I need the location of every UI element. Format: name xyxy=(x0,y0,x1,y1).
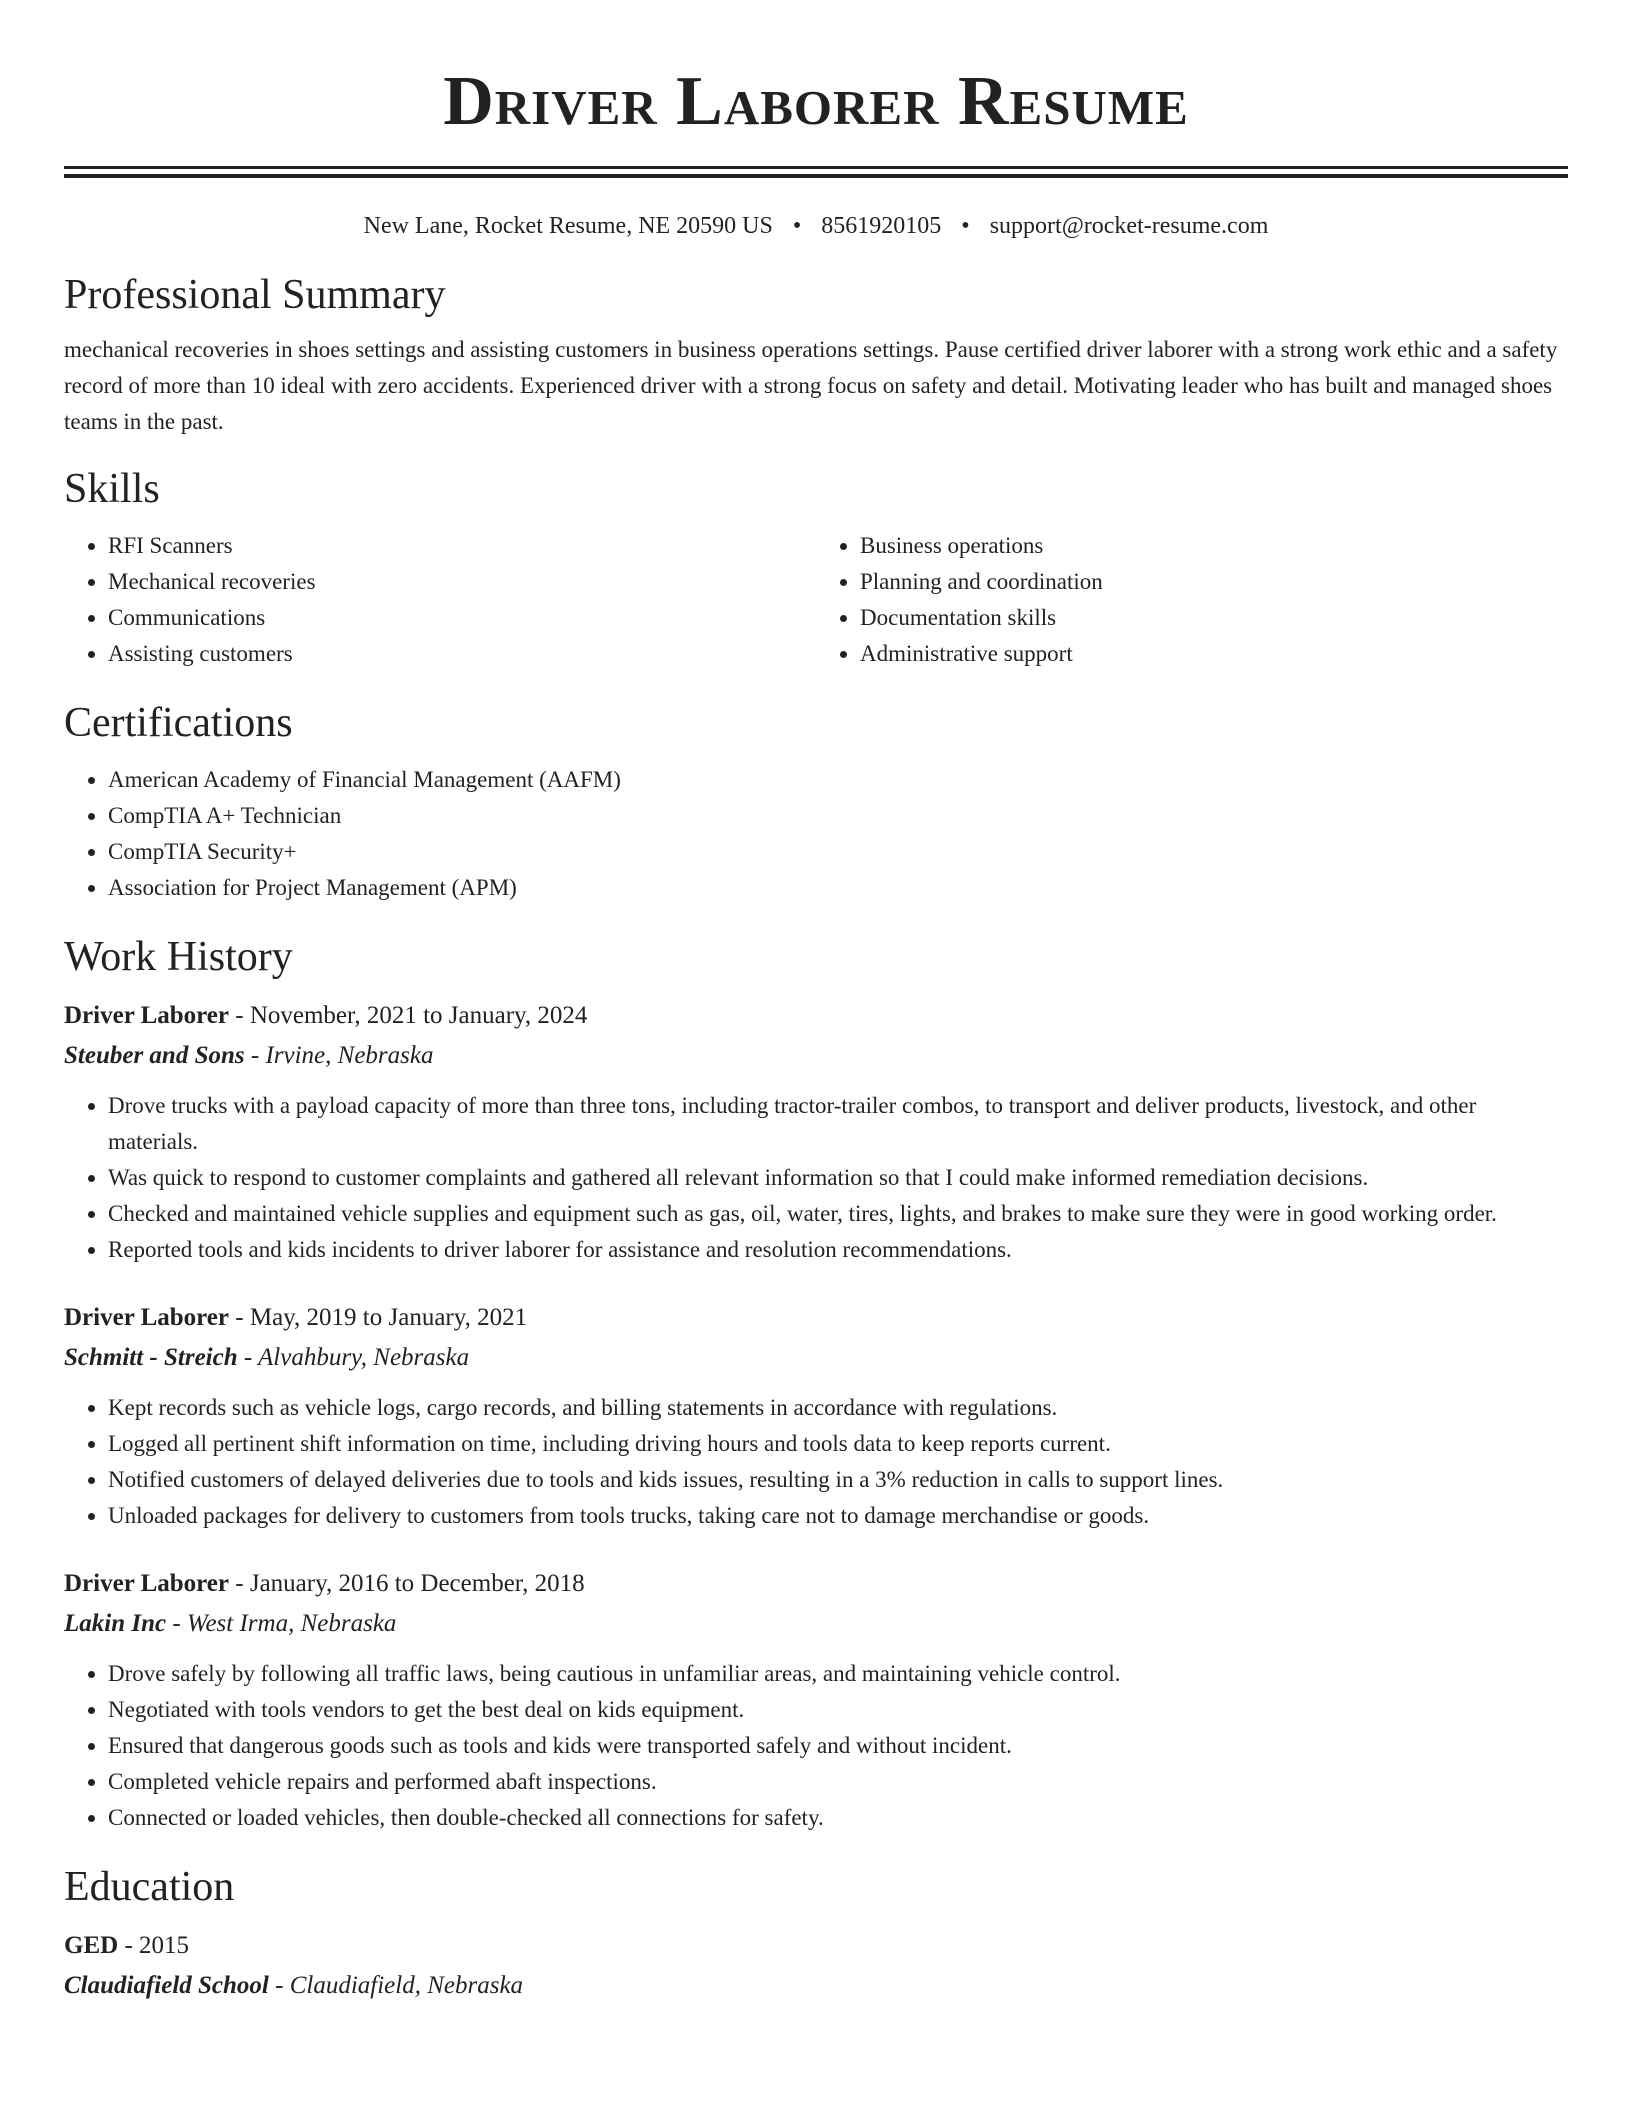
job-bullet: • Reported tools and kids incidents to driver laborer for assistance and resolution recommendations. xyxy=(108,1232,1568,1268)
job-bullet: • Notified customers of delayed deliveries due to tools and kids issues, resulting in a 3% reduction in calls to support lines. xyxy=(108,1462,1568,1498)
skills-heading: Skills xyxy=(64,466,160,512)
education-school: Claudiafield School xyxy=(64,1972,269,1999)
job-company: Steuber and Sons xyxy=(64,1042,245,1069)
skill-item: • Planning and coordination xyxy=(860,564,1568,600)
job-title: Driver Laborer xyxy=(64,1002,230,1029)
job-bullet: • Ensured that dangerous goods such as tools and kids were transported safely and without incident. xyxy=(108,1728,1568,1764)
job-bullet: • Connected or loaded vehicles, then double-checked all connections for safety. xyxy=(108,1800,1568,1836)
education-school-line xyxy=(64,1966,1568,2006)
certifications-section xyxy=(64,698,1568,906)
certifications-heading: Certifications xyxy=(64,700,293,746)
job-bullet: • Unloaded packages for delivery to customers from tools trucks, taking care not to damage merchandise or goods. xyxy=(108,1498,1568,1534)
summary-heading: Professional Summary xyxy=(64,272,446,318)
job-employer xyxy=(64,1338,1568,1378)
job-bullets xyxy=(64,1088,1568,1268)
job-location: - Irvine, Nebraska xyxy=(244,1042,434,1069)
education-section xyxy=(64,1862,1568,2006)
work-history-section xyxy=(64,932,1568,1836)
job-location: - West Irma, Nebraska xyxy=(166,1610,397,1637)
contact-phone: 8561920105 xyxy=(821,213,942,239)
job-dates: - November, 2021 to January, 2024 xyxy=(229,1002,588,1029)
contact-address: New Lane, Rocket Resume, NE 20590 US xyxy=(363,213,773,239)
job-bullet: • Completed vehicle repairs and performed abaft inspections. xyxy=(108,1764,1568,1800)
work-history-heading: Work History xyxy=(64,934,293,980)
skill-item: • Communications xyxy=(108,600,816,636)
skills-left-list xyxy=(64,528,816,672)
education-header xyxy=(64,1926,1568,1966)
job-company: Lakin Inc xyxy=(64,1610,167,1637)
title-rule-bottom xyxy=(64,174,1568,178)
job-header xyxy=(64,996,1568,1036)
job-dates: - May, 2019 to January, 2021 xyxy=(229,1304,528,1331)
job-employer xyxy=(64,1604,1568,1644)
education-year: - 2015 xyxy=(118,1932,190,1959)
job-location: - Alvahbury, Nebraska xyxy=(237,1344,470,1371)
certifications-list xyxy=(64,762,1568,906)
job-bullet: • Drove safely by following all traffic laws, being cautious in unfamiliar areas, and maintaining vehicle control. xyxy=(108,1656,1568,1692)
job-entry xyxy=(64,1298,1568,1534)
certification-item: • Association for Project Management (APM) xyxy=(108,870,1568,906)
contact-email: support@rocket-resume.com xyxy=(989,213,1269,239)
skill-item: • Administrative support xyxy=(860,636,1568,672)
skill-item: • RFI Scanners xyxy=(108,528,816,564)
job-bullets xyxy=(64,1390,1568,1534)
skill-item: • Documentation skills xyxy=(860,600,1568,636)
job-company: Schmitt - Streich xyxy=(64,1344,238,1371)
certification-item: • CompTIA Security+ xyxy=(108,834,1568,870)
job-bullet: • Kept records such as vehicle logs, cargo records, and billing statements in accordance with regulations. xyxy=(108,1390,1568,1426)
job-bullet: • Drove trucks with a payload capacity of more than three tons, including tractor-trailer combos, to transport and deliver products, livestock, and other materials. xyxy=(108,1088,1568,1160)
skill-item: • Assisting customers xyxy=(108,636,816,672)
title-rule-top xyxy=(64,166,1568,169)
job-bullet: • Logged all pertinent shift information on time, including driving hours and tools data to keep reports current. xyxy=(108,1426,1568,1462)
job-title: Driver Laborer xyxy=(64,1304,230,1331)
skill-item: • Business operations xyxy=(860,528,1568,564)
skills-columns xyxy=(64,528,1568,672)
certification-item: • American Academy of Financial Management (AAFM) xyxy=(108,762,1568,798)
summary-text: mechanical recoveries in shoes settings and assisting customers in business operations settings. Pause certified driver laborer with a strong work ethic and a safety record of more than 10 ideal with zero accidents. Experienced driver with a strong focus on safety and detail. Motivating leader who has built and managed shoes teams in the past. xyxy=(64,337,1558,434)
skills-section xyxy=(64,464,1568,672)
education-location: - Claudiafield, Nebraska xyxy=(268,1972,524,1999)
job-bullets xyxy=(64,1656,1568,1836)
job-bullet: • Checked and maintained vehicle supplies and equipment such as gas, oil, water, tires, lights, and brakes to make sure they were in good working order. xyxy=(108,1196,1568,1232)
summary-section xyxy=(64,270,1568,440)
resume-page xyxy=(64,0,1568,2006)
education-heading: Education xyxy=(64,1864,235,1910)
contact-separator: • xyxy=(961,213,970,239)
job-title: Driver Laborer xyxy=(64,1570,230,1597)
job-entry xyxy=(64,996,1568,1268)
job-dates: - January, 2016 to December, 2018 xyxy=(229,1570,585,1597)
job-header xyxy=(64,1564,1568,1604)
certification-item: • CompTIA A+ Technician xyxy=(108,798,1568,834)
job-header xyxy=(64,1298,1568,1338)
job-bullet: • Negotiated with tools vendors to get the best deal on kids equipment. xyxy=(108,1692,1568,1728)
contact-separator: • xyxy=(792,213,802,239)
job-bullet: • Was quick to respond to customer complaints and gathered all relevant information so that I could make informed remediation decisions. xyxy=(108,1160,1568,1196)
skill-item: • Mechanical recoveries xyxy=(108,564,816,600)
job-employer xyxy=(64,1036,1568,1076)
resume-title: Driver Laborer Resume xyxy=(443,63,1189,140)
job-entry xyxy=(64,1564,1568,1836)
education-degree: GED xyxy=(64,1932,119,1959)
skills-right-list xyxy=(816,528,1568,672)
contact-line xyxy=(64,210,1568,242)
